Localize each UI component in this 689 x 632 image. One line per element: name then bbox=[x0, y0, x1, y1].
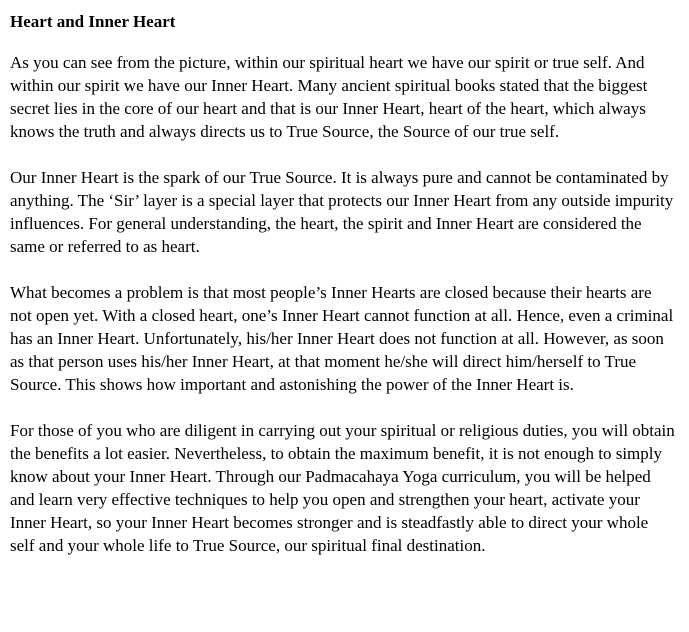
paragraph-4: For those of you who are diligent in carrying out your spiritual or religious duties, you will obtain the benefits a lot easier. Nevertheless, to obtain the maximum benefit, it is not enough to simply know about your Inner Heart. Through our Padmacahaya Yoga curriculum, you will be helped and learn very effective techniques to help you open and strengthen your heart, activate your Inner Heart, so your Inner Heart becomes stronger and is steadfastly able to direct your whole self and your whole life to True Source, our spiritual final destination. bbox=[10, 421, 675, 555]
document-title: Heart and Inner Heart bbox=[10, 12, 176, 31]
paragraph-3: What becomes a problem is that most people’s Inner Hearts are closed because their hearts are not open yet. With a closed heart, one’s Inner Heart cannot function at all. Hence, even a criminal has an Inner Heart. Unfortunately, his/her Inner Heart does not function at all. However, as soon as that person uses his/her Inner Heart, at that moment he/she will direct him/herself to True Source. This shows how important and astonishing the power of the Inner Heart is. bbox=[10, 283, 674, 394]
paragraph-1: As you can see from the picture, within our spiritual heart we have our spirit or true self. And within our spirit we have our Inner Heart. Many ancient spiritual books stated that the biggest secret lies in the core of our heart and that is our Inner Heart, heart of the heart, which always knows the truth and always directs us to True Source, the Source of our true self. bbox=[10, 53, 648, 141]
paragraph-2: Our Inner Heart is the spark of our True Source. It is always pure and cannot be contaminated by anything. The ‘Sir’ layer is a special layer that protects our Inner Heart from any outside impurity influences. For general understanding, the heart, the spirit and Inner Heart are considered the same or referred to as heart. bbox=[10, 168, 674, 256]
